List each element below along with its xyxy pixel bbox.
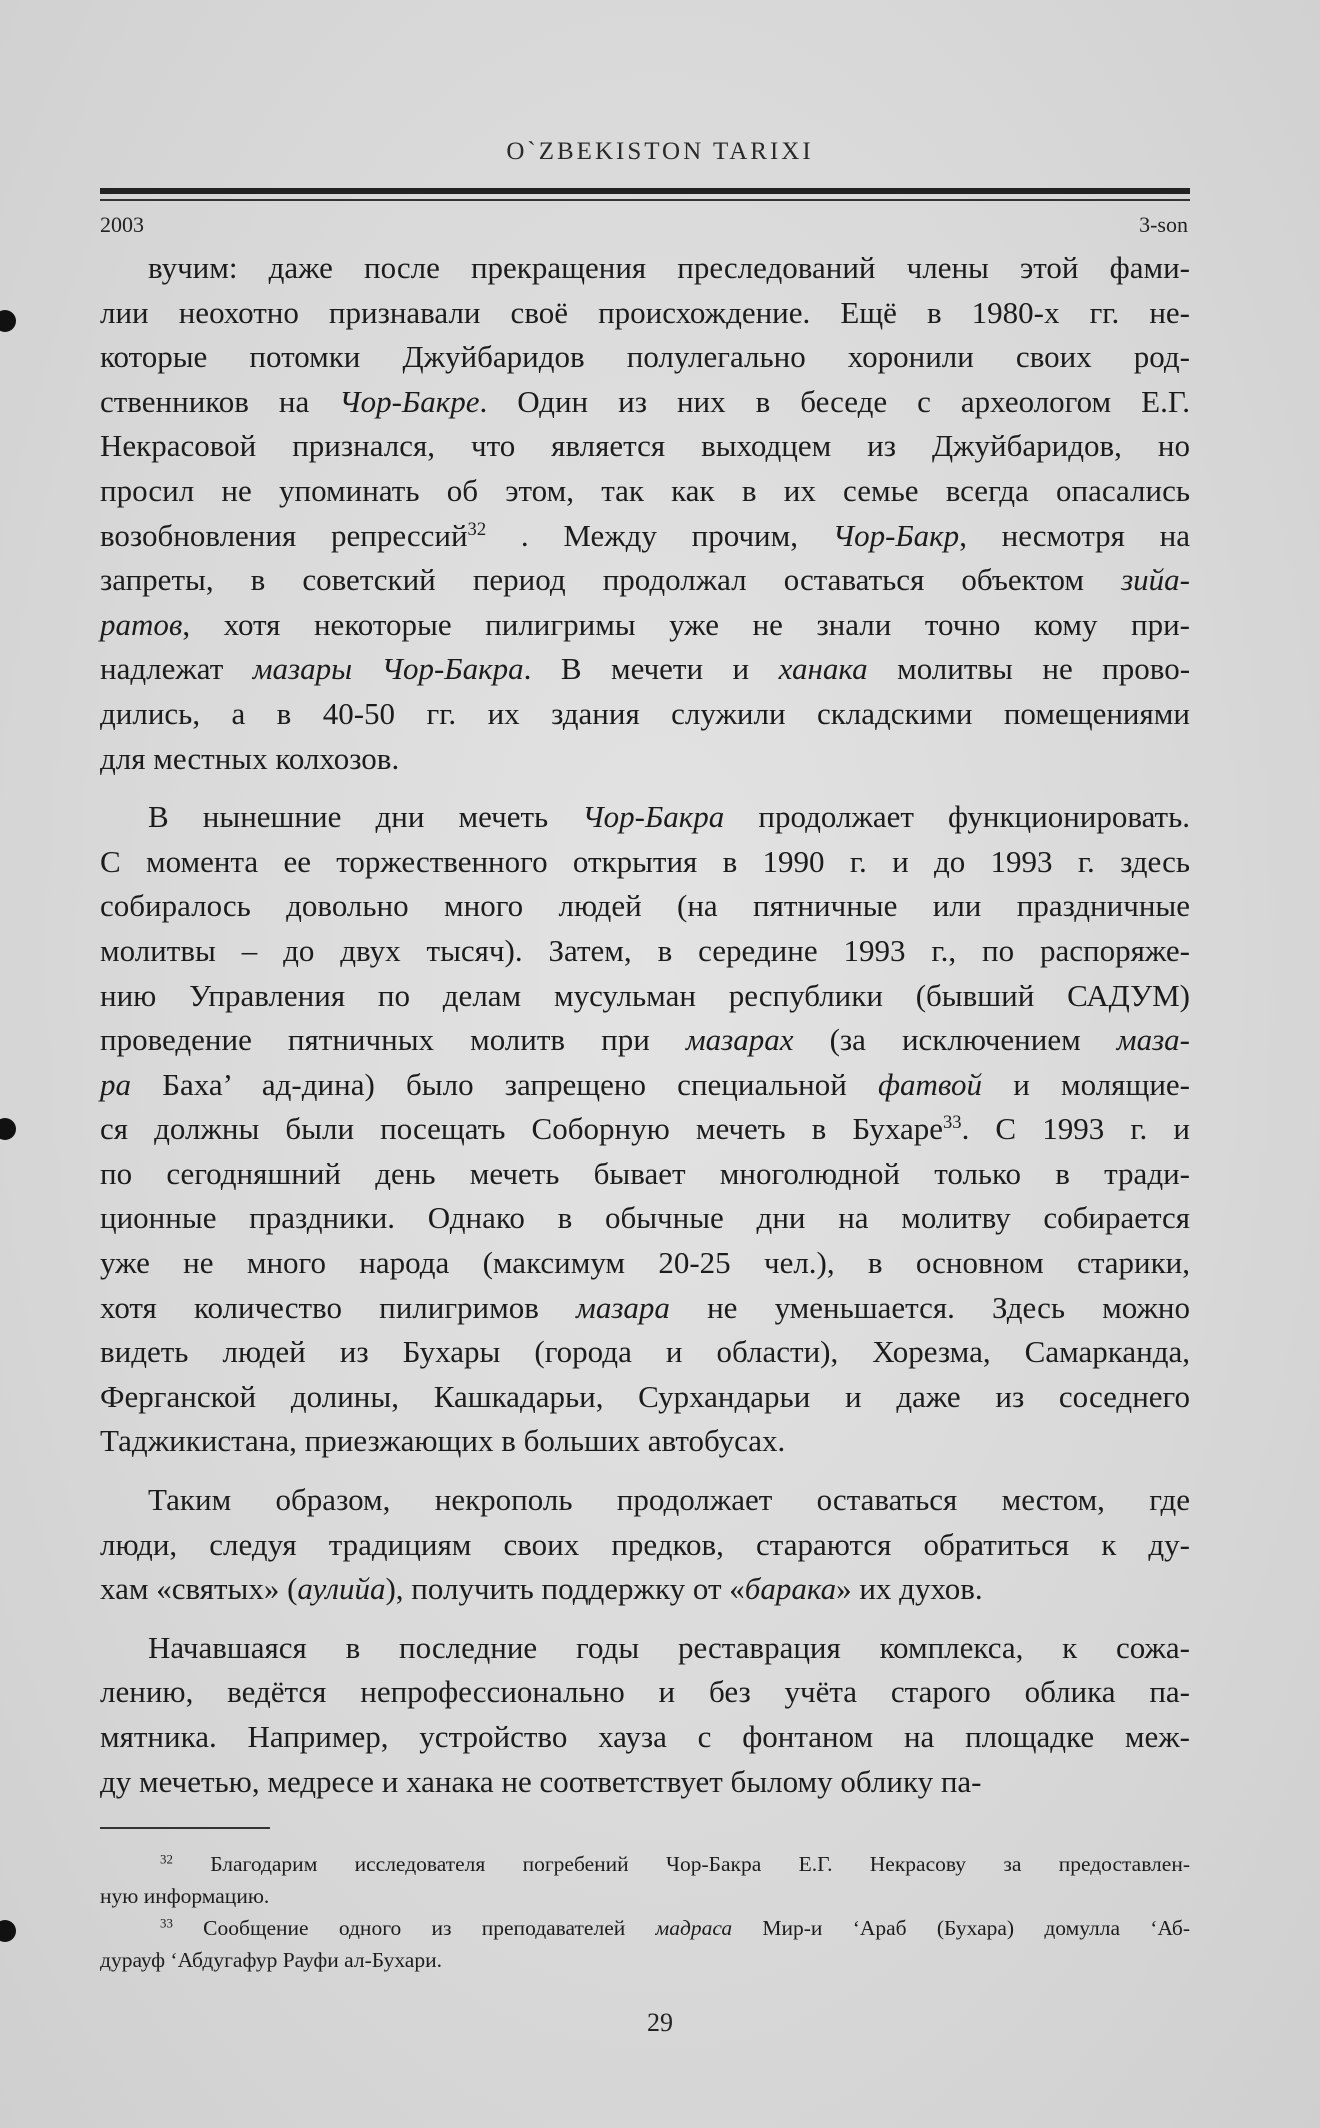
text-run: уже не много народа (максимум 20-25 чел.), в основном старики, — [100, 1245, 1190, 1281]
text-run: молитвы не прово- — [867, 651, 1191, 687]
italic-term: ратов — [100, 606, 183, 642]
header-year: 2003 — [100, 212, 144, 237]
text-run: ственников на — [100, 383, 340, 419]
text-run: В нынешние дни мечеть — [148, 799, 583, 835]
text-line — [100, 1152, 1190, 1197]
text-run: » их духов. — [836, 1571, 983, 1607]
text-run: лению, ведётся непрофессионально и без учёта старого облика па- — [100, 1674, 1190, 1710]
text-line — [100, 1330, 1190, 1375]
header-issue: 3-son — [1139, 212, 1188, 237]
text-run: . Один из них в беседе с археологом Е.Г. — [479, 383, 1190, 419]
footnote — [100, 1912, 1190, 1976]
footnote-marker: 32 — [160, 1852, 173, 1867]
text-run: . В мечети и — [523, 651, 779, 687]
text-line — [100, 1478, 1190, 1523]
footnote-rule — [100, 1827, 270, 1829]
italic-term: Чор-Бакр — [832, 517, 960, 553]
header-rule-thin — [100, 199, 1190, 201]
italic-term: аулийа — [297, 1571, 386, 1607]
punch-hole-middle — [0, 1118, 16, 1140]
text-line — [100, 1286, 1190, 1331]
paragraph-gap — [100, 1612, 1190, 1626]
italic-term: ра — [100, 1066, 131, 1102]
text-line — [100, 1715, 1190, 1760]
text-run: собиралось довольно много людей (на пятничные или праздничные — [100, 888, 1190, 924]
text-line — [100, 974, 1190, 1019]
text-run: мятника. Например, устройство хауза с фонтаном на площадке меж- — [100, 1719, 1190, 1754]
text-line — [100, 1241, 1190, 1286]
text-run: . С 1993 г. и — [961, 1111, 1190, 1147]
italic-term: мазары Чор-Бакра — [252, 651, 524, 687]
text-run: видеть людей из Бухары (города и области), Хорезма, Самарканда, — [100, 1334, 1190, 1370]
text-line — [100, 469, 1190, 514]
text-line — [100, 692, 1190, 737]
text-run: которые потомки Джуйбаридов полулегально хоронили своих род- — [100, 339, 1190, 375]
text-run: просил не упоминать об этом, так как в их семье всегда опасались — [100, 472, 1190, 508]
text-line — [100, 514, 1190, 559]
footnote-marker: 33 — [160, 1916, 173, 1931]
text-run: дурауф ‘Абдугафур Рауфи ал-Бухари. — [100, 1948, 442, 1972]
text-run: не уменьшается. Здесь можно — [669, 1289, 1190, 1325]
page-number: 29 — [647, 2008, 673, 2037]
italic-term: зийа- — [1121, 562, 1190, 598]
text-line — [100, 929, 1190, 974]
paragraph — [100, 1626, 1190, 1804]
text-line — [100, 380, 1190, 425]
text-line — [100, 1375, 1190, 1420]
text-run: вучим: даже после прекращения преследований члены этой фами- — [148, 250, 1190, 285]
text-run: возобновления репрессий — [100, 517, 468, 553]
text-run: ду мечетью, медресе и ханака не соответствует былому облику па- — [100, 1763, 982, 1799]
text-run: Сообщение одного из преподавателей — [172, 1916, 656, 1940]
text-line — [100, 795, 1190, 840]
text-run: по сегодняшний день мечеть бывает многолюдной только в тради- — [100, 1155, 1190, 1191]
italic-term: мадраса — [655, 1916, 733, 1940]
text-run: (за исключением — [793, 1022, 1117, 1058]
text-line — [100, 1196, 1190, 1241]
italic-term: барака — [744, 1571, 837, 1607]
italic-term: мазарах — [685, 1022, 794, 1058]
text-line — [100, 1626, 1190, 1671]
text-run: для местных колхозов. — [100, 740, 400, 776]
footnote-marker: 32 — [467, 518, 487, 540]
text-line — [100, 737, 1190, 782]
text-run: ), получить поддержку от « — [385, 1571, 745, 1607]
text-run: Мир-и ‘Араб (Бухара) домулла ‘Аб- — [732, 1916, 1190, 1940]
text-run: С момента ее торжественного открытия в 1990 г. и до 1993 г. здесь — [100, 843, 1190, 879]
italic-term: фатвой — [878, 1066, 982, 1102]
text-run: лии неохотно признавали своё происхождение. Ещё в 1980-х гг. не- — [100, 294, 1190, 330]
text-run: хам «святых» ( — [100, 1571, 298, 1607]
text-run: ся должны были посещать Соборную мечеть в Бухаре — [100, 1111, 943, 1147]
text-line — [100, 603, 1190, 648]
text-line — [100, 647, 1190, 692]
text-run: надлежат — [100, 651, 253, 687]
header-rule-thick — [100, 188, 1190, 194]
punch-hole-top — [0, 310, 16, 332]
text-line — [100, 1419, 1190, 1464]
paragraph — [100, 246, 1190, 781]
footnotes — [100, 1848, 1190, 1976]
text-line — [100, 246, 1190, 291]
text-run: и молящие- — [981, 1066, 1190, 1102]
paragraph — [100, 1478, 1190, 1612]
paragraph-gap — [100, 1464, 1190, 1478]
text-run: продолжает функционировать. — [724, 799, 1190, 835]
text-run: хотя количество пилигримов — [100, 1289, 577, 1325]
text-line — [100, 1760, 1190, 1805]
footnote — [100, 1848, 1190, 1912]
text-run: молитвы – до двух тысяч). Затем, в середине 1993 г., по распоряже- — [100, 932, 1190, 968]
journal-title: O`ZBEKISTON TARIXI — [506, 138, 814, 165]
text-run: ционные праздники. Однако в обычные дни на молитву собирается — [100, 1200, 1190, 1236]
text-line — [100, 1523, 1190, 1568]
punch-hole-bottom — [0, 1920, 16, 1942]
text-run: ную информацию. — [100, 1884, 270, 1908]
footnote-marker: 33 — [942, 1112, 962, 1134]
text-line — [100, 1567, 1190, 1612]
text-line — [100, 1848, 1190, 1880]
text-line — [100, 424, 1190, 469]
text-line — [100, 1018, 1190, 1063]
text-line — [100, 1107, 1190, 1152]
text-run: Начавшаяся в последние годы реставрация комплекса, к сожа- — [148, 1629, 1190, 1665]
text-run: Таджикистана, приезжающих в больших автобусах. — [100, 1423, 786, 1459]
text-run: Баха’ ад-дина) было запрещено специальной — [131, 1066, 879, 1102]
italic-term: мазара — [576, 1289, 670, 1325]
text-line — [100, 291, 1190, 336]
text-run: нию Управления по делам мусульман республики (бывший САДУМ) — [100, 977, 1190, 1013]
italic-term: ханака — [778, 651, 868, 687]
text-line — [100, 1944, 1190, 1976]
text-line — [100, 558, 1190, 603]
text-run: запреты, в советский период продолжал оставаться объектом — [100, 562, 1122, 598]
text-run: , несмотря на — [959, 517, 1190, 553]
text-run: Ферганской долины, Кашкадарьи, Сурхандарьи и даже из соседнего — [100, 1378, 1190, 1414]
paragraph — [100, 795, 1190, 1464]
text-run: люди, следуя традициям своих предков, стараются обратиться к ду- — [100, 1526, 1190, 1562]
article-body — [100, 246, 1190, 1804]
text-run: проведение пятничных молитв при — [100, 1022, 686, 1058]
text-line — [100, 840, 1190, 885]
text-line — [100, 1063, 1190, 1108]
text-run: , хотя некоторые пилигримы уже не знали точно кому при- — [182, 606, 1190, 642]
text-run: дились, а в 40-50 гг. их здания служили складскими помещениями — [100, 695, 1190, 731]
text-run: . Между прочим, — [486, 517, 833, 553]
text-run: Таким образом, некрополь продолжает оставаться местом, где — [148, 1482, 1190, 1518]
text-line — [100, 335, 1190, 380]
text-line — [100, 1880, 1190, 1912]
italic-term: маза- — [1116, 1022, 1190, 1058]
text-line — [100, 1912, 1190, 1944]
text-line — [100, 884, 1190, 929]
text-run: Благодарим исследователя погребений Чор-Бакра Е.Г. Некрасову за предоставлен- — [172, 1852, 1190, 1876]
text-run: Некрасовой признался, что является выходцем из Джуйбаридов, но — [100, 428, 1190, 464]
paragraph-gap — [100, 781, 1190, 795]
text-line — [100, 1670, 1190, 1715]
italic-term: Чор-Бакре — [339, 383, 480, 419]
italic-term: Чор-Бакра — [582, 799, 725, 835]
